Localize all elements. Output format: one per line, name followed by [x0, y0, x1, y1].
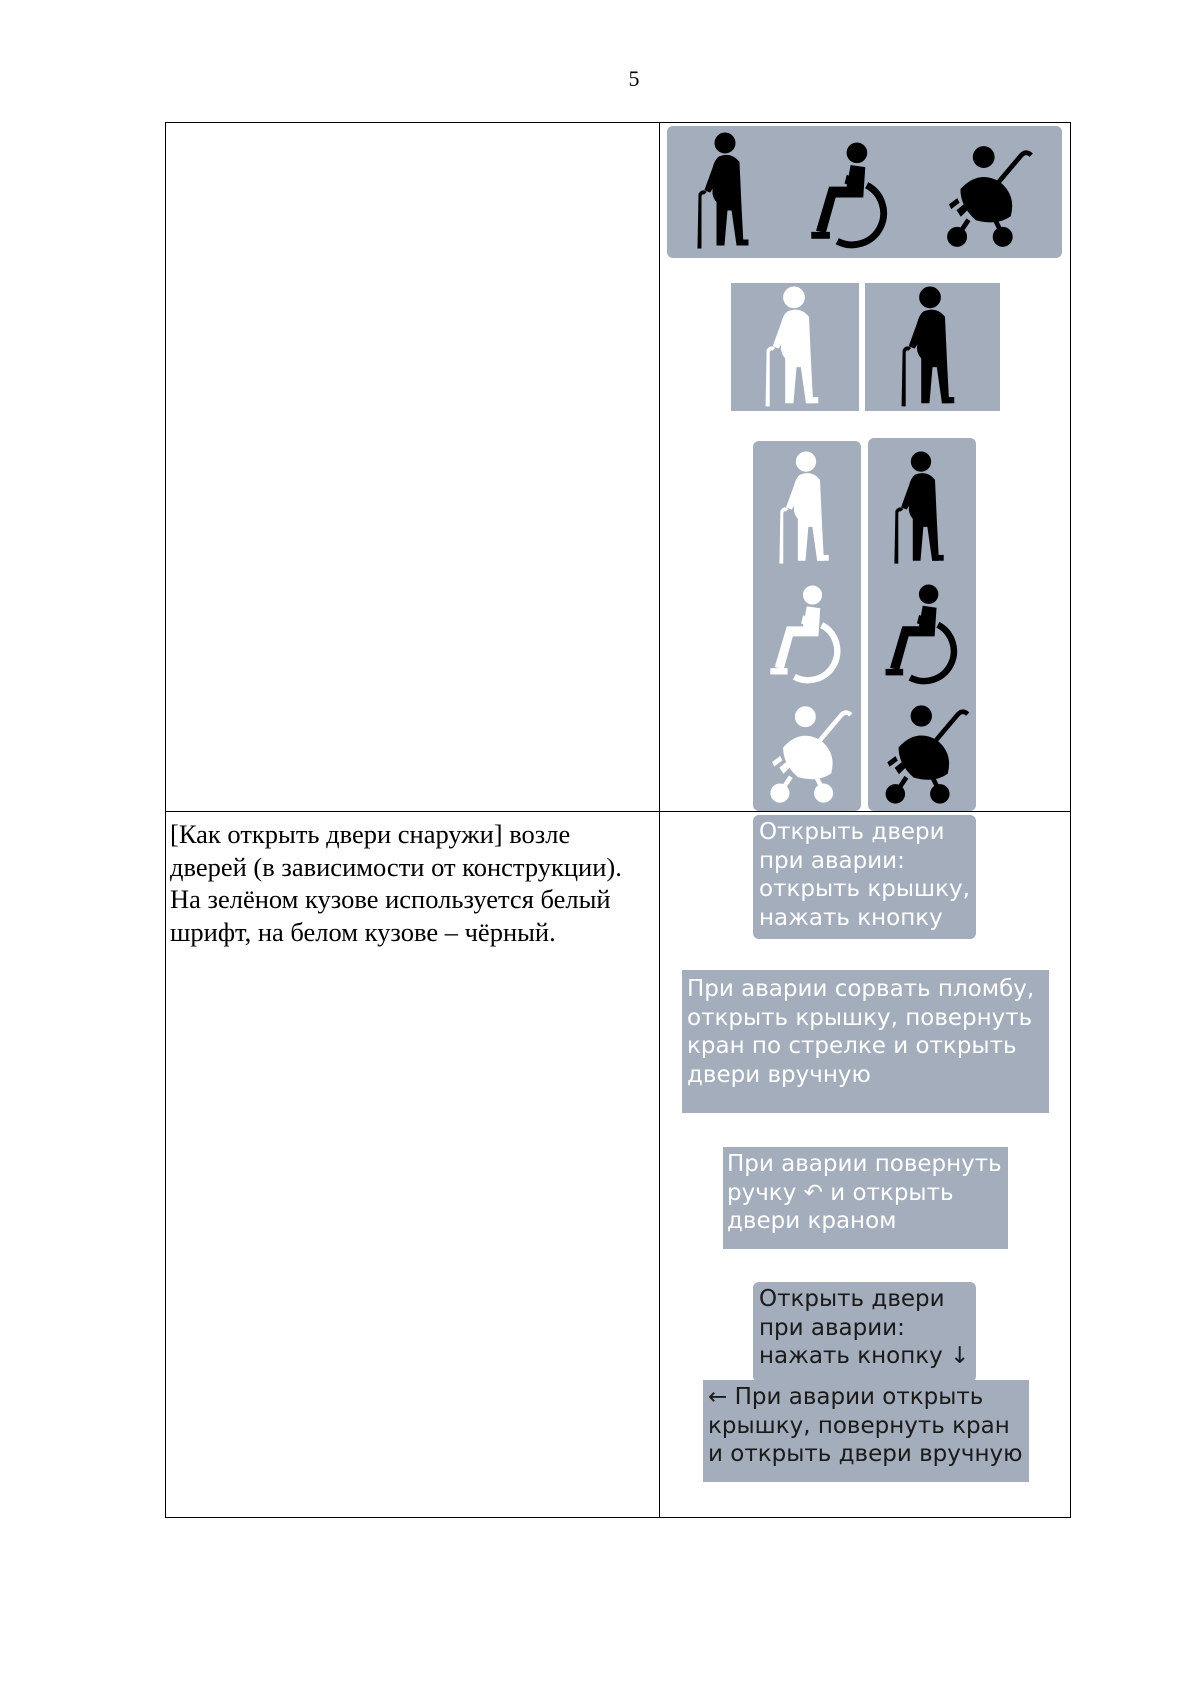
emergency-sign-2: [682, 970, 1049, 1113]
elderly-person-with-cane-icon: [899, 286, 961, 410]
elderly-person-with-cane-icon: [777, 451, 835, 567]
baby-stroller-icon: [878, 703, 972, 805]
emergency-sign-4-text: Открыть двери при аварии: нажать кнопку ↓: [759, 1286, 970, 1369]
emergency-sign-2-text: При аварии сорвать пломбу, открыть крышку, повернуть кран по стрелке и открыть двери вручную: [687, 976, 1035, 1088]
page-number: 5: [628, 66, 640, 91]
table-cell-row1-right: [659, 122, 1071, 812]
document-table: [165, 122, 1071, 1518]
wheelchair-user-icon: [807, 142, 897, 250]
emergency-sign-5: [703, 1380, 1029, 1482]
table-cell-row1-left: [165, 122, 660, 812]
baby-stroller-icon: [763, 704, 855, 804]
pictogram-sign-square-black: [865, 283, 1000, 411]
wheelchair-user-icon: [763, 585, 853, 685]
door-opening-description: [Как открыть двери снаружи] возле дверей (в зависимости от конструкции). На зелёном кузове используется белый шрифт, на белом кузове – чёрный.: [170, 819, 622, 947]
emergency-sign-5-text: ← При аварии открыть крышку, повернуть кран и открыть двери вручную: [708, 1384, 1023, 1467]
pictogram-sign-horizontal: [667, 126, 1062, 258]
emergency-sign-3: [723, 1147, 1008, 1249]
emergency-sign-4: [753, 1282, 976, 1382]
pictogram-sign-vertical-black: [868, 438, 976, 811]
table-cell-row2-left: [165, 811, 660, 1518]
elderly-person-with-cane-icon: [695, 131, 755, 253]
wheelchair-user-icon: [878, 584, 970, 686]
emergency-sign-1: [753, 815, 976, 939]
emergency-sign-1-text: Открыть двери при аварии: открыть крышку, нажать кнопку: [759, 819, 970, 931]
elderly-person-with-cane-icon: [892, 450, 950, 568]
pictogram-sign-vertical-white: [753, 441, 861, 811]
elderly-person-with-cane-icon: [763, 286, 825, 410]
baby-stroller-icon: [940, 143, 1035, 249]
table-cell-row2-right: [659, 811, 1071, 1518]
pictogram-sign-square-white: [731, 283, 859, 411]
emergency-sign-3-text: При аварии повернуть ручку ↶ и открыть двери краном: [727, 1151, 1002, 1234]
